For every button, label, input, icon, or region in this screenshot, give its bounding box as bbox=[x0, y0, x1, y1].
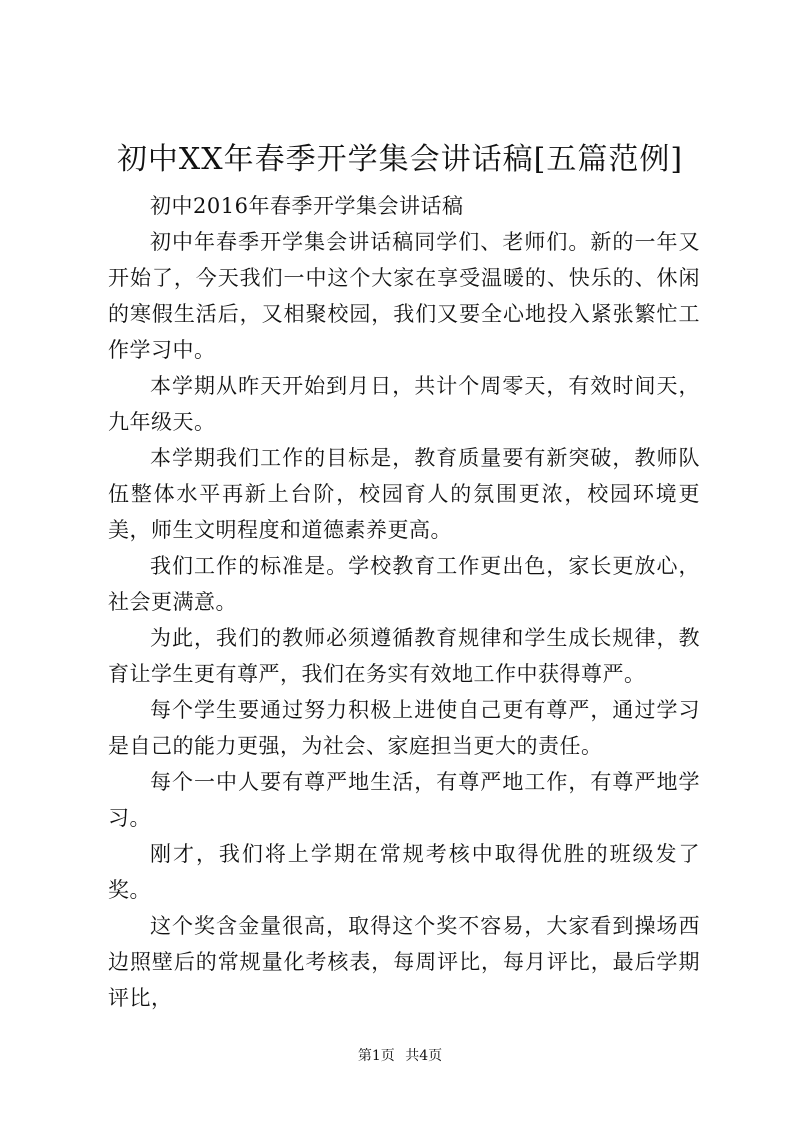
paragraph: 本学期从昨天开始到月日，共计个周零天，有效时间天，九年级天。 bbox=[108, 374, 700, 434]
paragraph: 为此，我们的教师必须遵循教育规律和学生成长规律，教育让学生更有尊严，我们在务实有效地工作中获得尊严。 bbox=[108, 626, 700, 686]
paragraph: 初中年春季开学集会讲话稿同学们、老师们。新的一年又开始了，今天我们一中这个大家在享受温暖的、快乐的、休闲的寒假生活后，又相聚校园，我们又要全心地投入紧张繁忙工作学习中。 bbox=[108, 230, 700, 362]
document-title: 初中XX年春季开学集会讲话稿[五篇范例] bbox=[116, 142, 684, 177]
page-footer bbox=[0, 1046, 800, 1066]
paragraph: 刚才，我们将上学期在常规考核中取得优胜的班级发了奖。 bbox=[108, 842, 700, 902]
paragraph: 初中2016年春季开学集会讲话稿 bbox=[150, 194, 464, 218]
paragraph: 每个一中人要有尊严地生活，有尊严地工作，有尊严地学习。 bbox=[108, 770, 700, 830]
paragraph: 本学期我们工作的目标是，教育质量要有新突破，教师队伍整体水平再新上台阶，校园育人的氛围更浓，校园环境更美，师生文明程度和道德素养更高。 bbox=[108, 446, 700, 542]
paragraph: 每个学生要通过努力积极上进使自己更有尊严，通过学习是自己的能力更强，为社会、家庭担当更大的责任。 bbox=[108, 698, 700, 758]
page-number: 第1页 bbox=[357, 1048, 395, 1064]
document-body bbox=[108, 188, 700, 1016]
page-total: 共4页 bbox=[405, 1048, 443, 1064]
paragraph: 我们工作的标准是。学校教育工作更出色，家长更放心，社会更满意。 bbox=[108, 554, 700, 614]
paragraph: 这个奖含金量很高，取得这个奖不容易，大家看到操场西边照壁后的常规量化考核表，每周评比，每月评比，最后学期评比， bbox=[108, 914, 700, 1010]
